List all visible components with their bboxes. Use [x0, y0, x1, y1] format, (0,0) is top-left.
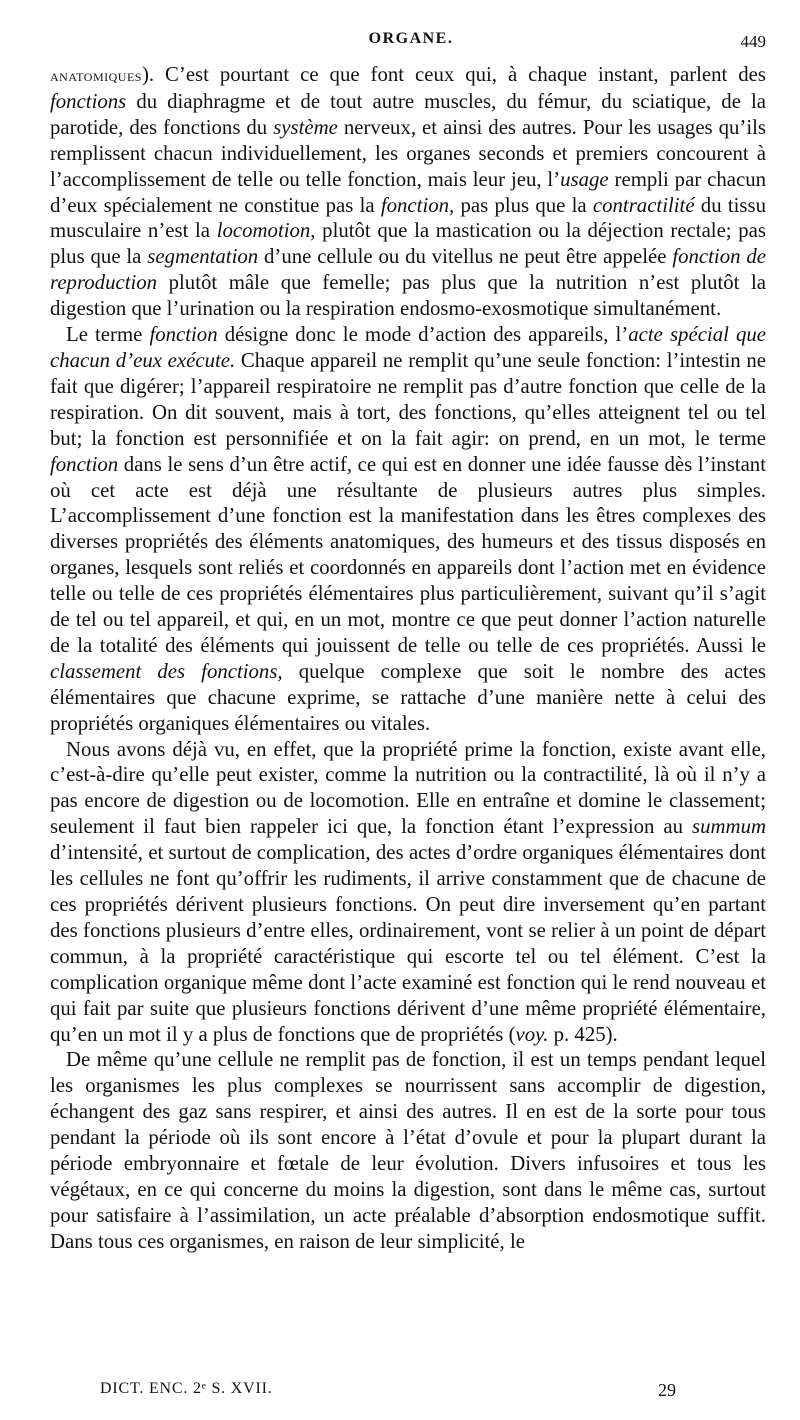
italic-phrase: usage	[560, 167, 609, 191]
italic-phrase: acte spécial que chacun d’eux exécute.	[50, 323, 766, 372]
italic-phrase: fonction,	[380, 193, 455, 217]
text-run: De même qu’une cellule ne remplit pas de fonction, il est un temps pendant lequel les organismes les plus complexes se nourrissent sans accomplir de digestion, échangent des gaz sans respirer, et ainsi des autres. Il en est de la sorte pour tous pendant la période où ils sont encore à l’état d’ovule et pour la plupart durant la période embryonnaire et fœtale de leur évolution. Divers infusoires et tous les végétaux, en ce qui concerne du moins la digestion, sont dans le même cas, surtout pour satisfaire à l’assimilation, un acte préalable d’absorption endosmotique suffit. Dans tous ces organismes, en raison de leur simplicité, le	[50, 1048, 766, 1253]
text-run: rempli par chacun d’eux spécialement ne constitue pas la	[50, 167, 766, 217]
paragraph	[50, 737, 766, 1048]
page-number: 449	[740, 32, 766, 51]
italic-phrase: fonctions	[50, 89, 127, 113]
text-run: d’intensité, et surtout de complication, des actes d’ordre organiques élémentaires dont les cellules ne font qu’offrir les rudiments, il arrive constamment que de chacune de ces propriétés dérivent plusieurs fonctions. On peut dire inversement qu’en partant des fonctions plusieurs d’entre elles, ordinairement, vont se relier à un point de départ commun, à la propriété caractéristique qui escorte tel ou tel élément. C’est la complication organique même dont l’acte examiné est fonction qui le rend nouveau et qui fait par suite que plusieurs fonctions dérivent d’une même propriété élémentaire, qu’en un mot il y a plus de fonctions que de propriétés (	[50, 841, 766, 1046]
italic-phrase: fonction	[50, 452, 119, 476]
italic-phrase: locomotion,	[216, 219, 316, 243]
text-run: ). C’est pourtant ce que font ceux qui, à chaque instant, parlent des	[141, 63, 766, 86]
text-run: plutôt mâle que femelle; pas plus que la nutrition n’est plutôt la digestion que l’urination ou la respiration endosmo-exosmotique simultanément.	[50, 271, 766, 321]
small-caps-phrase: anatomiques	[50, 66, 142, 85]
printer-signature: DICT. ENC. 2ᵉ S. XVII.	[100, 1380, 273, 1397]
italic-phrase: segmentation	[147, 245, 259, 269]
sheet-number: 29	[658, 1380, 676, 1400]
text-run: d’une cellule ou du vitellus ne peut être appelée	[258, 245, 673, 269]
paragraph	[50, 62, 766, 322]
italic-phrase: classement des fonctions,	[50, 659, 283, 683]
page-header	[56, 28, 766, 58]
text-run: nerveux, et ainsi des autres. Pour les usages qu’ils remplissent chacun individuellement, les organes seconds et premiers concourent à l’accomplissement de telle ou telle fonction, mais leur jeu, l’	[50, 115, 766, 191]
text-run: Le terme	[66, 323, 150, 347]
italic-phrase: fonction de reproduction	[50, 245, 766, 295]
italic-phrase: summum	[692, 815, 766, 839]
text-run: du diaphragme et de tout autre muscles, du fémur, du sciatique, de la parotide, des fonctions du	[50, 89, 766, 139]
text-run: pas plus que la	[454, 193, 593, 217]
running-title: ORGANE.	[368, 30, 454, 47]
text-run: quelque complexe que soit le nombre des actes élémentaires que chacune exprime, se rattache d’une manière nette à celui des propriétés organiques élémentaires ou vitales.	[50, 659, 766, 735]
text-run: du tissu musculaire n’est la	[50, 193, 766, 243]
text-run: Nous avons déjà vu, en effet, que la propriété prime la fonction, existe avant elle, c’est-à-dire qu’elle peut exister, comme la nutrition ou la contractilité, là où il n’y a pas encore de digestion ou de locomotion. Elle en entraîne et domine le classement; seulement il faut bien rappeler ici que, la fonction étant l’expression au	[50, 737, 766, 839]
italic-phrase: système	[273, 115, 338, 139]
page-footer	[100, 1380, 720, 1408]
paragraph	[50, 322, 766, 737]
text-run: plutôt que la mastication ou la déjection rectale; pas plus que la	[50, 219, 766, 269]
text-run: désigne donc le mode d’action des appareils, l’	[217, 323, 629, 347]
text-run: Chaque appareil ne remplit qu’une seule fonction: l’intestin ne fait que digérer; l’appareil respiratoire ne remplit pas d’autre fonction que celle de la respiration. On dit souvent, mais à tort, des fonctions, qu’elles atteignent tel ou tel but; la fonction est personnifiée et on la fait agir: on prend, en un mot, le terme	[50, 348, 766, 450]
text-run: p. 425).	[548, 1022, 618, 1046]
italic-phrase: contractilité	[592, 193, 695, 217]
paragraph	[50, 1047, 766, 1254]
text-run: dans le sens d’un être actif, ce qui est en donner une idée fausse dès l’instant où cet acte est déjà une résultante de plusieurs autres plus simples. L’accomplissement d’une fonction est la manifestation dans les êtres complexes des diverses propriétés des éléments anatomiques, des humeurs et des tissus disposés en organes, lesquels sont reliés et coordonnés en appareils dont l’action met en évidence telle ou telle de ces propriétés élémentaires plus particulièrement, suivant qu’il s’agit de tel ou tel appareil, et qui, en un mot, montre ce que peut donner l’action naturelle de la totalité des éléments qui jouissent de telle ou telle de ces propriétés. Aussi le	[50, 452, 766, 657]
italic-phrase: voy.	[515, 1022, 549, 1046]
italic-phrase: fonction	[149, 323, 218, 347]
body-text	[50, 62, 766, 1255]
